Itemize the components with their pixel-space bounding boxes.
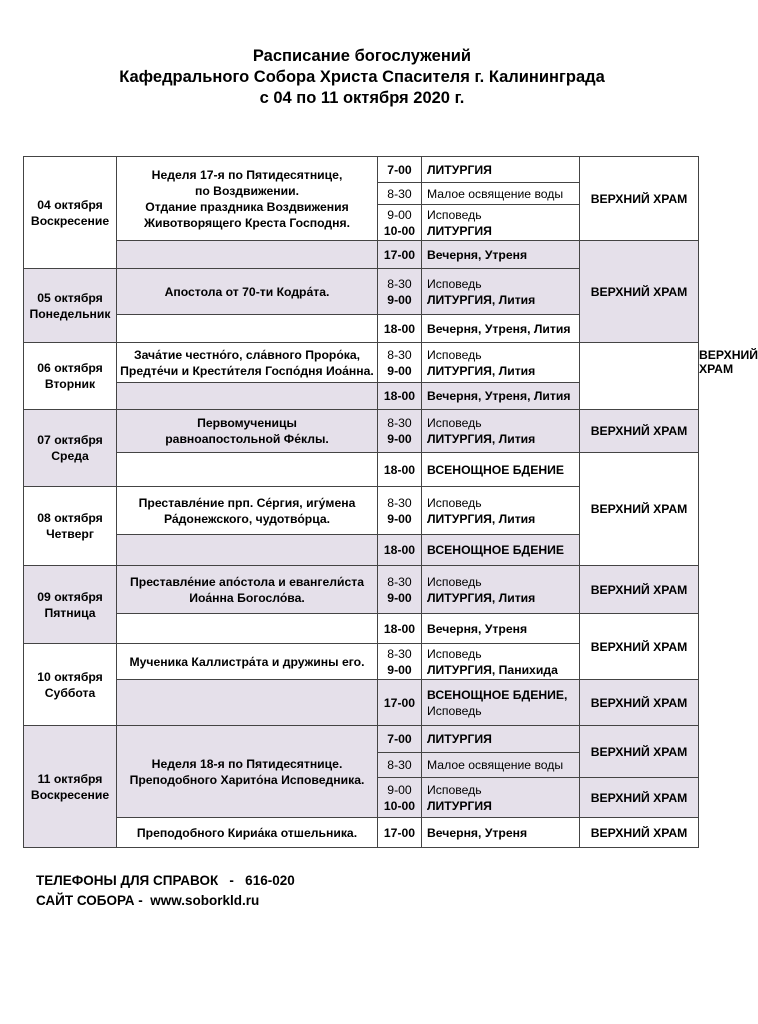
feast-line: Преподобного Харито́на Исповедника. <box>129 772 365 787</box>
service-cell <box>422 566 580 614</box>
service-cell: Вечерня, Утреня <box>422 818 580 848</box>
feast-cell <box>117 157 378 241</box>
table-row <box>24 726 699 753</box>
place-cell: ВЕРХНИЙ ХРАМ <box>580 241 699 343</box>
table-row <box>24 383 699 410</box>
service: Исповедь <box>427 782 482 797</box>
service: ЛИТУРГИЯ, Лития <box>427 511 536 526</box>
feast-cell <box>117 487 378 535</box>
time: 9-00 <box>387 782 412 797</box>
time-cell <box>378 778 422 818</box>
service-cell <box>422 343 580 383</box>
weekday: Среда <box>51 449 89 463</box>
date-cell <box>24 644 117 726</box>
service-cell: Вечерня, Утреня <box>422 241 580 269</box>
table-row <box>24 343 699 383</box>
footer-site: САЙТ СОБОРА - www.soborkld.ru <box>36 893 260 908</box>
service: Исповедь <box>427 416 482 430</box>
service: Исповедь <box>427 703 482 718</box>
service-cell <box>422 644 580 680</box>
date-cell <box>24 343 117 410</box>
feast-cell-empty <box>117 315 378 343</box>
weekday: Пятница <box>44 605 96 620</box>
date-cell <box>24 566 117 644</box>
service-cell: ЛИТУРГИЯ <box>422 726 580 753</box>
time: 9-00 <box>387 363 412 378</box>
feast-line: Предте́чи и Крести́теля Госпо́дня Иоа́нна. <box>120 363 374 378</box>
place-cell: ВЕРХНИЙ ХРАМ <box>580 157 699 241</box>
time: 8-30 <box>387 646 412 661</box>
table-row <box>24 614 699 644</box>
table-row <box>24 241 699 269</box>
feast-cell-empty <box>117 383 378 410</box>
service: Исповедь <box>427 207 482 222</box>
service-cell: ВСЕНОЩНОЕ БДЕНИЕ <box>422 453 580 487</box>
time: 8-30 <box>387 347 412 362</box>
service-cell <box>422 205 580 241</box>
time-cell <box>378 487 422 535</box>
time-cell <box>378 410 422 453</box>
feast-cell: Апостола от 70-ти Кодра́та. <box>117 269 378 315</box>
time-cell <box>378 343 422 383</box>
date: 11 октября <box>37 771 103 786</box>
feast-cell <box>117 726 378 818</box>
feast-cell: Мученика Каллистра́та и дружины его. <box>117 644 378 680</box>
date-cell <box>24 157 117 269</box>
service: ЛИТУРГИЯ, Лития <box>427 363 536 378</box>
place-cell: ВЕРХНИЙ ХРАМ <box>580 566 699 614</box>
date: 09 октября <box>37 589 103 604</box>
date-cell <box>24 726 117 848</box>
time-cell: 8-30 <box>378 183 422 205</box>
date-cell <box>24 410 117 487</box>
feast-line: Первомученицы <box>197 416 297 430</box>
time: 8-30 <box>387 574 412 589</box>
date: 10 октября <box>37 669 103 684</box>
service: ЛИТУРГИЯ, Лития <box>427 292 536 307</box>
table-row <box>24 157 699 183</box>
feast-line: Зача́тие честно́го, сла́вного Проро́ка, <box>133 347 361 362</box>
service-cell: Вечерня, Утреня <box>422 614 580 644</box>
service-cell: Вечерня, Утреня, Лития <box>422 315 580 343</box>
table-row <box>24 453 699 487</box>
service: ЛИТУРГИЯ, Лития <box>427 432 536 446</box>
feast-line: Ра́донежского, чудотво́рца. <box>163 511 331 526</box>
time: 8-30 <box>387 495 412 510</box>
service: Исповедь <box>427 276 482 291</box>
time-cell: 18-00 <box>378 315 422 343</box>
time: 9-00 <box>387 432 412 446</box>
time-cell: 7-00 <box>378 157 422 183</box>
place-cell: ВЕРХНИЙ ХРАМ <box>580 410 699 453</box>
date: 07 октября <box>37 433 103 447</box>
time-cell: 17-00 <box>378 680 422 726</box>
title-line-3: с 04 по 11 октября 2020 г. <box>259 89 465 107</box>
time-cell <box>378 566 422 614</box>
feast-line: Отдание праздника Воздвижения <box>145 199 349 214</box>
time: 9-00 <box>387 207 412 222</box>
service: Исповедь <box>427 574 482 589</box>
weekday: Понедельник <box>29 306 111 321</box>
service: ЛИТУРГИЯ <box>427 798 492 813</box>
place-cell: ВЕРХНИЙ ХРАМ <box>580 818 699 848</box>
place-cell: ВЕРХНИЙ ХРАМ <box>580 680 699 726</box>
weekday: Четверг <box>46 527 94 541</box>
time-cell <box>378 205 422 241</box>
time: 8-30 <box>387 276 412 291</box>
feast-cell <box>117 343 378 383</box>
service-cell: ВСЕНОЩНОЕ БДЕНИЕ <box>422 535 580 566</box>
service: ЛИТУРГИЯ, Лития <box>427 590 536 605</box>
service-cell <box>422 269 580 315</box>
footer <box>36 871 295 911</box>
time: 10-00 <box>383 223 416 238</box>
feast-line: Преставле́ние апо́стола и евангели́ста <box>129 574 364 589</box>
time: 9-00 <box>387 662 412 677</box>
page-title <box>0 46 724 109</box>
time: 9-00 <box>387 590 412 605</box>
feast-cell-empty <box>117 535 378 566</box>
place-cell: ВЕРХНИЙ ХРАМ <box>580 726 699 778</box>
service: Исповедь <box>427 495 482 510</box>
feast-cell <box>117 410 378 453</box>
place-cell: ВЕРХНИЙ ХРАМ <box>580 453 699 566</box>
table-row: 18-00 Вечерня, Утреня, Лития ВЕРХНИЙ ХРАМ <box>24 315 699 343</box>
feast-line: равноапостольной Фе́клы. <box>165 432 329 446</box>
weekday: Воскресение <box>30 213 110 228</box>
date-cell <box>24 487 117 566</box>
feast-cell-empty <box>117 453 378 487</box>
service-cell: Вечерня, Утреня, Лития <box>422 383 580 410</box>
time-cell: 17-00 <box>378 241 422 269</box>
place-cell: ВЕРХНИЙ ХРАМ <box>580 778 699 818</box>
time: 8-30 <box>387 416 412 430</box>
date: 05 октября <box>37 290 103 305</box>
feast-line: Иоа́нна Богосло́ва. <box>189 590 305 605</box>
time-cell: 7-00 <box>378 726 422 753</box>
feast-cell <box>117 566 378 614</box>
service-cell <box>422 778 580 818</box>
service: ЛИТУРГИЯ <box>427 223 492 238</box>
service-cell <box>422 680 580 726</box>
service-cell: Малое освящение воды <box>422 753 580 778</box>
schedule-table <box>23 156 758 848</box>
service-cell <box>422 410 580 453</box>
time-cell <box>378 269 422 315</box>
weekday: Воскресение <box>30 787 110 802</box>
time-cell: 18-00 <box>378 614 422 644</box>
weekday: Вторник <box>44 377 96 391</box>
time-cell <box>378 644 422 680</box>
time: 9-00 <box>387 292 412 307</box>
time-cell: 18-00 <box>378 383 422 410</box>
time: 10-00 <box>383 798 416 813</box>
table-row <box>24 818 699 848</box>
date-cell <box>24 269 117 343</box>
feast-cell-empty <box>117 614 378 644</box>
table-row <box>24 566 699 614</box>
feast-cell-empty <box>117 241 378 269</box>
date: 04 октября <box>37 197 103 212</box>
weekday: Суббота <box>44 685 96 700</box>
date: 06 октября <box>37 361 103 375</box>
feast-line: Животворящего Креста Господня. <box>144 215 350 230</box>
feast-line: Преставле́ние прп. Се́ргия, игу́мена <box>138 495 356 510</box>
title-line-1: Расписание богослужений <box>252 47 472 65</box>
footer-phones: ТЕЛЕФОНЫ ДЛЯ СПРАВОК - 616-020 <box>36 873 295 888</box>
place-cell: ВЕРХНИЙ ХРАМ <box>580 614 699 680</box>
time: 9-00 <box>387 511 412 526</box>
table-row <box>24 680 699 726</box>
feast-line: Неделя 18-я по Пятидесятнице. <box>151 756 343 771</box>
service-cell: ЛИТУРГИЯ <box>422 157 580 183</box>
service-cell: Малое освящение воды <box>422 183 580 205</box>
title-line-2: Кафедрального Собора Христа Спасителя г. Калининграда <box>119 68 605 86</box>
service: ВСЕНОЩНОЕ БДЕНИЕ, <box>427 687 568 702</box>
time-cell: 18-00 <box>378 453 422 487</box>
time-cell: 17-00 <box>378 818 422 848</box>
service: Исповедь <box>427 646 482 661</box>
service-cell <box>422 487 580 535</box>
service: ЛИТУРГИЯ, Панихида <box>427 662 558 677</box>
date: 08 октября <box>37 511 103 525</box>
feast-cell-empty <box>117 680 378 726</box>
table-row <box>24 410 699 453</box>
time-cell: 8-30 <box>378 753 422 778</box>
service: Исповедь <box>427 347 482 362</box>
time-cell: 18-00 <box>378 535 422 566</box>
feast-line: Неделя 17-я по Пятидесятнице, <box>151 167 343 182</box>
feast-cell: Преподобного Кириа́ка отшельника. <box>117 818 378 848</box>
feast-line: по Воздвижении. <box>194 183 300 198</box>
